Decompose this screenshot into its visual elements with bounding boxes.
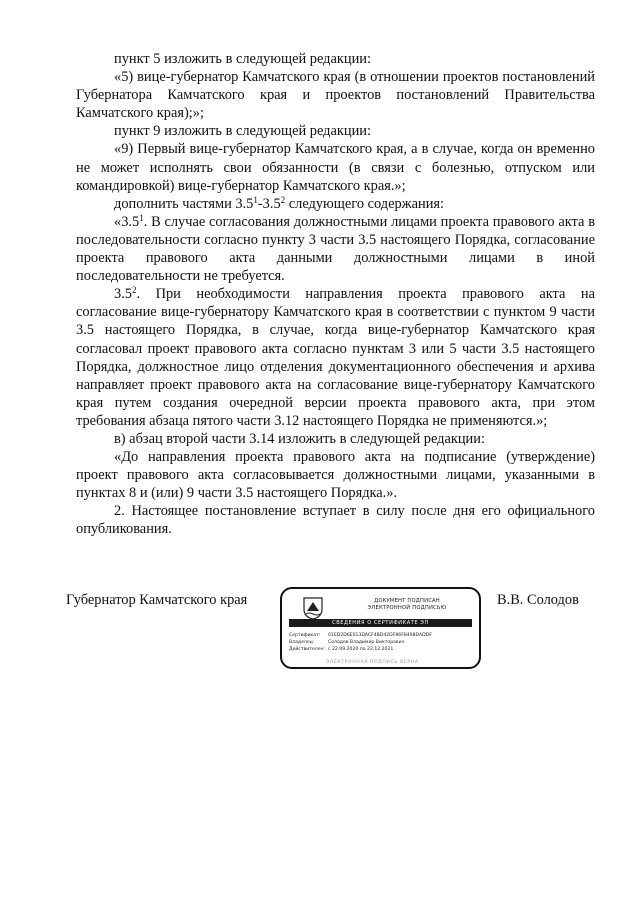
paragraph: «9) Первый вице-губернатор Камчатского края, а в случае, когда он временно не может исполнять свои обязанности (в связи с болезнью, отпуском или командировкой) вице-губернатор Камчатского края.»; bbox=[76, 141, 595, 194]
certificate-row bbox=[289, 633, 475, 639]
coat-of-arms-icon bbox=[302, 596, 324, 620]
text-run: -3.5 bbox=[257, 195, 281, 212]
superscript: 2 bbox=[280, 194, 286, 205]
text-run: . В случае согласования должностными лицами проекта правового акта в последовательности согласно пункту 3 части 3.5 настоящего Порядка, согласование проекта правового акта данными должностными лицами в иной последовательности не требуется. bbox=[76, 213, 595, 285]
signatory-position: Губернатор Камчатского края bbox=[66, 592, 248, 608]
text-run: следующего содержания: bbox=[285, 195, 445, 212]
text-run: . При необходимости направления проекта правового акта на согласование вице-губернатору Камчатского края в соответствии с пунктом 9 части 3.5 настоящего Порядка, в случае, когда вице-губернатор Камчатского края согласовал проект правового акта согласно пунктам 3 или 5 части 3.5 настоящего Порядка, должностное лицо отделения документационного обеспечения и архива направляет проект правового акта на согласование вице-губернатору Камчатского края путем создания очередной версии проекта правового акта, при этом требования абзаца пятого части 3.12 настоящего Порядка не применяются.»; bbox=[76, 286, 595, 429]
paragraph: «5) вице-губернатор Камчатского края (в отношении проектов постановлений Губернатора Камчатского края и проектов постановлений Правительства Камчатского края);»; bbox=[76, 69, 595, 122]
document-body bbox=[76, 50, 595, 539]
paragraph: пункт 5 изложить в следующей редакции: bbox=[114, 51, 371, 67]
validity-value: с 22.09.2020 по 22.12.2021 bbox=[328, 647, 394, 652]
paragraph bbox=[76, 213, 595, 285]
paragraph: пункт 9 изложить в следующей редакции: bbox=[114, 123, 371, 140]
stamp-header-line: ДОКУМЕНТ ПОДПИСАН bbox=[374, 598, 440, 604]
text-run: 3.5 bbox=[114, 286, 132, 303]
signature-verified-text: ЭЛЕКТРОННАЯ ПОДПИСЬ ВЕРНА bbox=[326, 660, 419, 665]
owner-label: Владелец: bbox=[289, 640, 315, 645]
owner-value: Солодов Владимир Викторович bbox=[328, 640, 405, 645]
certificate-info-bar: СВЕДЕНИЯ О СЕРТИФИКАТЕ ЭП bbox=[289, 619, 472, 627]
paragraph bbox=[76, 285, 595, 430]
paragraph bbox=[76, 195, 595, 213]
certificate-value: 01ED2D6E013DACF4BD42DF86F8498DADDF bbox=[328, 633, 432, 638]
superscript: 1 bbox=[253, 194, 258, 205]
signatory-name: В.В. Солодов bbox=[497, 592, 579, 608]
certificate-label: Сертификат: bbox=[289, 633, 321, 638]
text-run: «3.5 bbox=[114, 213, 140, 230]
superscript: 1 bbox=[139, 212, 144, 223]
validity-row bbox=[289, 647, 475, 653]
superscript: 2 bbox=[132, 285, 137, 296]
stamp-header-line: ЭЛЕКТРОННОЙ ПОДПИСЬЮ bbox=[367, 605, 447, 611]
paragraph: в) абзац второй части 3.14 изложить в следующей редакции: bbox=[114, 430, 485, 447]
stamp-header bbox=[350, 598, 464, 612]
paragraph: 2. Настоящее постановление вступает в силу после дня его официального опубликования. bbox=[76, 503, 595, 538]
paragraph: «До направления проекта правового акта на подписание (утверждение) проект правового акта согласовывается должностными лицами, указанными в пунктах 8 и (или) 9 части 3.5 настоящего Порядка.». bbox=[76, 449, 595, 502]
electronic-signature-stamp bbox=[280, 587, 481, 669]
owner-row bbox=[289, 640, 475, 646]
text-run: дополнить частями 3.5 bbox=[114, 195, 254, 212]
validity-label: Действителен: bbox=[289, 647, 326, 652]
